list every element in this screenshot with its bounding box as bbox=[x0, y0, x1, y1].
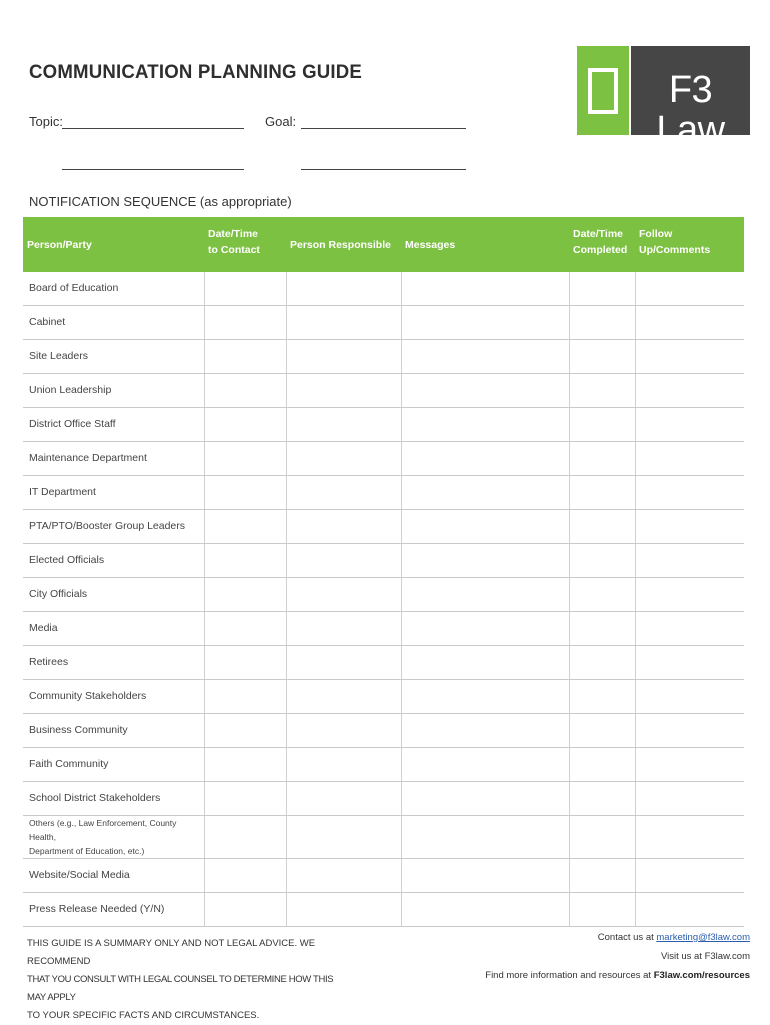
date-time-contact-cell[interactable] bbox=[204, 893, 286, 927]
topic-field-line2[interactable] bbox=[62, 169, 244, 170]
date-time-contact-cell[interactable] bbox=[204, 306, 286, 340]
person-responsible-cell[interactable] bbox=[286, 340, 401, 374]
date-time-contact-cell[interactable] bbox=[204, 272, 286, 306]
col-header-person-responsible: Person Responsible bbox=[286, 217, 401, 272]
party-cell bbox=[23, 646, 204, 680]
table-row bbox=[23, 748, 744, 782]
topic-field[interactable] bbox=[62, 128, 244, 129]
table-row bbox=[23, 272, 744, 306]
col-header-date-time-contact: Date/Time to Contact bbox=[204, 217, 286, 272]
person-responsible-cell[interactable] bbox=[286, 408, 401, 442]
date-time-contact-cell[interactable] bbox=[204, 510, 286, 544]
party-label: Elected Officials bbox=[29, 554, 105, 566]
party-cell bbox=[23, 544, 204, 578]
person-responsible-cell[interactable] bbox=[286, 306, 401, 340]
person-responsible-cell[interactable] bbox=[286, 646, 401, 680]
person-responsible-cell[interactable] bbox=[286, 374, 401, 408]
person-responsible-cell[interactable] bbox=[286, 544, 401, 578]
contact-email-link[interactable]: marketing@f3law.com bbox=[656, 932, 750, 943]
col-header-messages: Messages bbox=[401, 217, 569, 272]
messages-cell[interactable] bbox=[401, 510, 569, 544]
table-row bbox=[23, 306, 744, 340]
table-row bbox=[23, 646, 744, 680]
date-time-contact-cell[interactable] bbox=[204, 714, 286, 748]
party-label: Site Leaders bbox=[29, 350, 88, 362]
party-cell bbox=[23, 442, 204, 476]
logo-dark-block bbox=[631, 46, 750, 151]
logo-square-icon bbox=[588, 68, 618, 114]
follow-up-cell[interactable] bbox=[635, 646, 744, 680]
party-label: PTA/PTO/Booster Group Leaders bbox=[29, 520, 186, 532]
table-row bbox=[23, 510, 744, 544]
person-responsible-cell[interactable] bbox=[286, 476, 401, 510]
messages-cell[interactable] bbox=[401, 442, 569, 476]
party-cell bbox=[23, 578, 204, 612]
date-time-completed-cell[interactable] bbox=[569, 680, 635, 714]
person-responsible-cell[interactable] bbox=[286, 782, 401, 816]
party-cell bbox=[23, 612, 204, 646]
table-row bbox=[23, 578, 744, 612]
follow-up-cell[interactable] bbox=[635, 859, 744, 893]
party-cell bbox=[23, 748, 204, 782]
party-label: Others (e.g., Law Enforcement, County Health, bbox=[29, 818, 177, 842]
follow-up-cell[interactable] bbox=[635, 442, 744, 476]
goal-field-line2[interactable] bbox=[301, 169, 466, 170]
follow-up-cell[interactable] bbox=[635, 748, 744, 782]
messages-cell[interactable] bbox=[401, 578, 569, 612]
party-label-line2: Department of Education, etc.) bbox=[29, 846, 145, 856]
table-row bbox=[23, 340, 744, 374]
date-time-completed-cell[interactable] bbox=[569, 646, 635, 680]
follow-up-cell[interactable] bbox=[635, 714, 744, 748]
logo-text: F3 Law bbox=[656, 69, 725, 151]
follow-up-cell[interactable] bbox=[635, 408, 744, 442]
table-header-row bbox=[23, 217, 744, 272]
table-row bbox=[23, 612, 744, 646]
date-time-completed-cell[interactable] bbox=[569, 612, 635, 646]
messages-cell[interactable] bbox=[401, 714, 569, 748]
follow-up-cell[interactable] bbox=[635, 816, 744, 859]
person-responsible-cell[interactable] bbox=[286, 272, 401, 306]
date-time-contact-cell[interactable] bbox=[204, 340, 286, 374]
follow-up-cell[interactable] bbox=[635, 476, 744, 510]
messages-cell[interactable] bbox=[401, 893, 569, 927]
date-time-completed-cell[interactable] bbox=[569, 340, 635, 374]
party-cell bbox=[23, 408, 204, 442]
messages-cell[interactable] bbox=[401, 816, 569, 859]
disclaimer-line-2: THAT YOU CONSULT WITH LEGAL COUNSEL TO DETERMINE HOW THIS MAY APPLY bbox=[27, 974, 334, 1003]
person-responsible-cell[interactable] bbox=[286, 612, 401, 646]
follow-up-cell[interactable] bbox=[635, 893, 744, 927]
table-row bbox=[23, 408, 744, 442]
person-responsible-cell[interactable] bbox=[286, 442, 401, 476]
person-responsible-cell[interactable] bbox=[286, 680, 401, 714]
messages-cell[interactable] bbox=[401, 859, 569, 893]
party-label: Community Stakeholders bbox=[29, 690, 147, 702]
party-label: District Office Staff bbox=[29, 418, 116, 430]
goal-field[interactable] bbox=[301, 128, 466, 129]
party-label: Press Release Needed (Y/N) bbox=[29, 903, 165, 915]
party-label: Cabinet bbox=[29, 316, 66, 328]
date-time-contact-cell[interactable] bbox=[204, 544, 286, 578]
party-label: Board of Education bbox=[29, 282, 119, 294]
messages-cell[interactable] bbox=[401, 646, 569, 680]
party-cell bbox=[23, 510, 204, 544]
section-heading: NOTIFICATION SEQUENCE (as appropriate) bbox=[29, 194, 292, 209]
date-time-completed-cell[interactable] bbox=[569, 748, 635, 782]
follow-up-cell[interactable] bbox=[635, 782, 744, 816]
party-cell bbox=[23, 893, 204, 927]
person-responsible-cell[interactable] bbox=[286, 893, 401, 927]
date-time-contact-cell[interactable] bbox=[204, 442, 286, 476]
party-label: Retirees bbox=[29, 656, 69, 668]
date-time-completed-cell[interactable] bbox=[569, 408, 635, 442]
table-row bbox=[23, 714, 744, 748]
table-row bbox=[23, 374, 744, 408]
party-label: IT Department bbox=[29, 486, 96, 498]
date-time-contact-cell[interactable] bbox=[204, 748, 286, 782]
col-header-follow-up-comments: Follow Up/Comments bbox=[635, 217, 744, 272]
messages-cell[interactable] bbox=[401, 544, 569, 578]
table-row bbox=[23, 893, 744, 927]
follow-up-cell[interactable] bbox=[635, 306, 744, 340]
resources-line bbox=[485, 966, 750, 985]
table-row bbox=[23, 782, 744, 816]
party-label: Union Leadership bbox=[29, 384, 112, 396]
follow-up-cell[interactable] bbox=[635, 510, 744, 544]
date-time-completed-cell[interactable] bbox=[569, 714, 635, 748]
goal-label: Goal: bbox=[265, 114, 297, 129]
party-label: Website/Social Media bbox=[29, 869, 130, 881]
date-time-contact-cell[interactable] bbox=[204, 476, 286, 510]
date-time-contact-cell[interactable] bbox=[204, 578, 286, 612]
f3-law-logo bbox=[577, 46, 750, 151]
contact-line bbox=[485, 928, 750, 947]
party-label: City Officials bbox=[29, 588, 88, 600]
table-row bbox=[23, 859, 744, 893]
date-time-completed-cell[interactable] bbox=[569, 306, 635, 340]
messages-cell[interactable] bbox=[401, 612, 569, 646]
date-time-completed-cell[interactable] bbox=[569, 578, 635, 612]
messages-cell[interactable] bbox=[401, 340, 569, 374]
table-row bbox=[23, 442, 744, 476]
messages-cell[interactable] bbox=[401, 408, 569, 442]
date-time-completed-cell[interactable] bbox=[569, 859, 635, 893]
col-header-date-time-completed: Date/Time Completed bbox=[569, 217, 635, 272]
party-label: Faith Community bbox=[29, 758, 109, 770]
messages-cell[interactable] bbox=[401, 374, 569, 408]
follow-up-cell[interactable] bbox=[635, 612, 744, 646]
person-responsible-cell[interactable] bbox=[286, 859, 401, 893]
person-responsible-cell[interactable] bbox=[286, 714, 401, 748]
logo-green-block bbox=[577, 46, 629, 135]
party-cell bbox=[23, 816, 204, 859]
date-time-completed-cell[interactable] bbox=[569, 816, 635, 859]
party-label: Maintenance Department bbox=[29, 452, 147, 464]
resources-link[interactable]: F3law.com/resources bbox=[653, 970, 750, 981]
date-time-completed-cell[interactable] bbox=[569, 272, 635, 306]
date-time-contact-cell[interactable] bbox=[204, 680, 286, 714]
topic-label: Topic: bbox=[29, 114, 63, 129]
date-time-completed-cell[interactable] bbox=[569, 782, 635, 816]
person-responsible-cell[interactable] bbox=[286, 578, 401, 612]
party-cell bbox=[23, 714, 204, 748]
resources-prefix: Find more information and resources at bbox=[485, 970, 654, 981]
table-row bbox=[23, 544, 744, 578]
contact-block bbox=[485, 928, 750, 985]
contact-prefix: Contact us at bbox=[597, 932, 657, 943]
date-time-contact-cell[interactable] bbox=[204, 816, 286, 859]
disclaimer-line-3: TO YOUR SPECIFIC FACTS AND CIRCUMSTANCES. bbox=[27, 1010, 260, 1021]
messages-cell[interactable] bbox=[401, 782, 569, 816]
follow-up-cell[interactable] bbox=[635, 680, 744, 714]
date-time-completed-cell[interactable] bbox=[569, 442, 635, 476]
table-row bbox=[23, 476, 744, 510]
date-time-contact-cell[interactable] bbox=[204, 374, 286, 408]
party-cell bbox=[23, 680, 204, 714]
messages-cell[interactable] bbox=[401, 272, 569, 306]
date-time-contact-cell[interactable] bbox=[204, 782, 286, 816]
person-responsible-cell[interactable] bbox=[286, 748, 401, 782]
follow-up-cell[interactable] bbox=[635, 374, 744, 408]
messages-cell[interactable] bbox=[401, 748, 569, 782]
date-time-contact-cell[interactable] bbox=[204, 859, 286, 893]
party-cell bbox=[23, 272, 204, 306]
date-time-contact-cell[interactable] bbox=[204, 646, 286, 680]
table-row bbox=[23, 816, 744, 859]
date-time-completed-cell[interactable] bbox=[569, 544, 635, 578]
follow-up-cell[interactable] bbox=[635, 340, 744, 374]
party-label: Media bbox=[29, 622, 58, 634]
person-responsible-cell[interactable] bbox=[286, 510, 401, 544]
party-cell bbox=[23, 374, 204, 408]
messages-cell[interactable] bbox=[401, 476, 569, 510]
party-cell bbox=[23, 340, 204, 374]
disclaimer-line-1: THIS GUIDE IS A SUMMARY ONLY AND NOT LEGAL ADVICE. WE RECOMMEND bbox=[27, 938, 316, 967]
date-time-contact-cell[interactable] bbox=[204, 408, 286, 442]
follow-up-cell[interactable] bbox=[635, 544, 744, 578]
visit-line: Visit us at F3law.com bbox=[660, 951, 750, 962]
messages-cell[interactable] bbox=[401, 680, 569, 714]
party-cell bbox=[23, 476, 204, 510]
date-time-contact-cell[interactable] bbox=[204, 612, 286, 646]
page-title: COMMUNICATION PLANNING GUIDE bbox=[29, 62, 363, 83]
table-row bbox=[23, 680, 744, 714]
legal-disclaimer bbox=[27, 935, 347, 1025]
messages-cell[interactable] bbox=[401, 306, 569, 340]
follow-up-cell[interactable] bbox=[635, 272, 744, 306]
notification-table bbox=[23, 217, 744, 927]
party-label: Business Community bbox=[29, 724, 128, 736]
col-header-person-party: Person/Party bbox=[23, 217, 204, 272]
person-responsible-cell[interactable] bbox=[286, 816, 401, 859]
date-time-completed-cell[interactable] bbox=[569, 374, 635, 408]
follow-up-cell[interactable] bbox=[635, 578, 744, 612]
party-cell bbox=[23, 782, 204, 816]
party-cell bbox=[23, 859, 204, 893]
date-time-completed-cell[interactable] bbox=[569, 893, 635, 927]
party-label: School District Stakeholders bbox=[29, 792, 161, 804]
date-time-completed-cell[interactable] bbox=[569, 510, 635, 544]
party-cell bbox=[23, 306, 204, 340]
date-time-completed-cell[interactable] bbox=[569, 476, 635, 510]
